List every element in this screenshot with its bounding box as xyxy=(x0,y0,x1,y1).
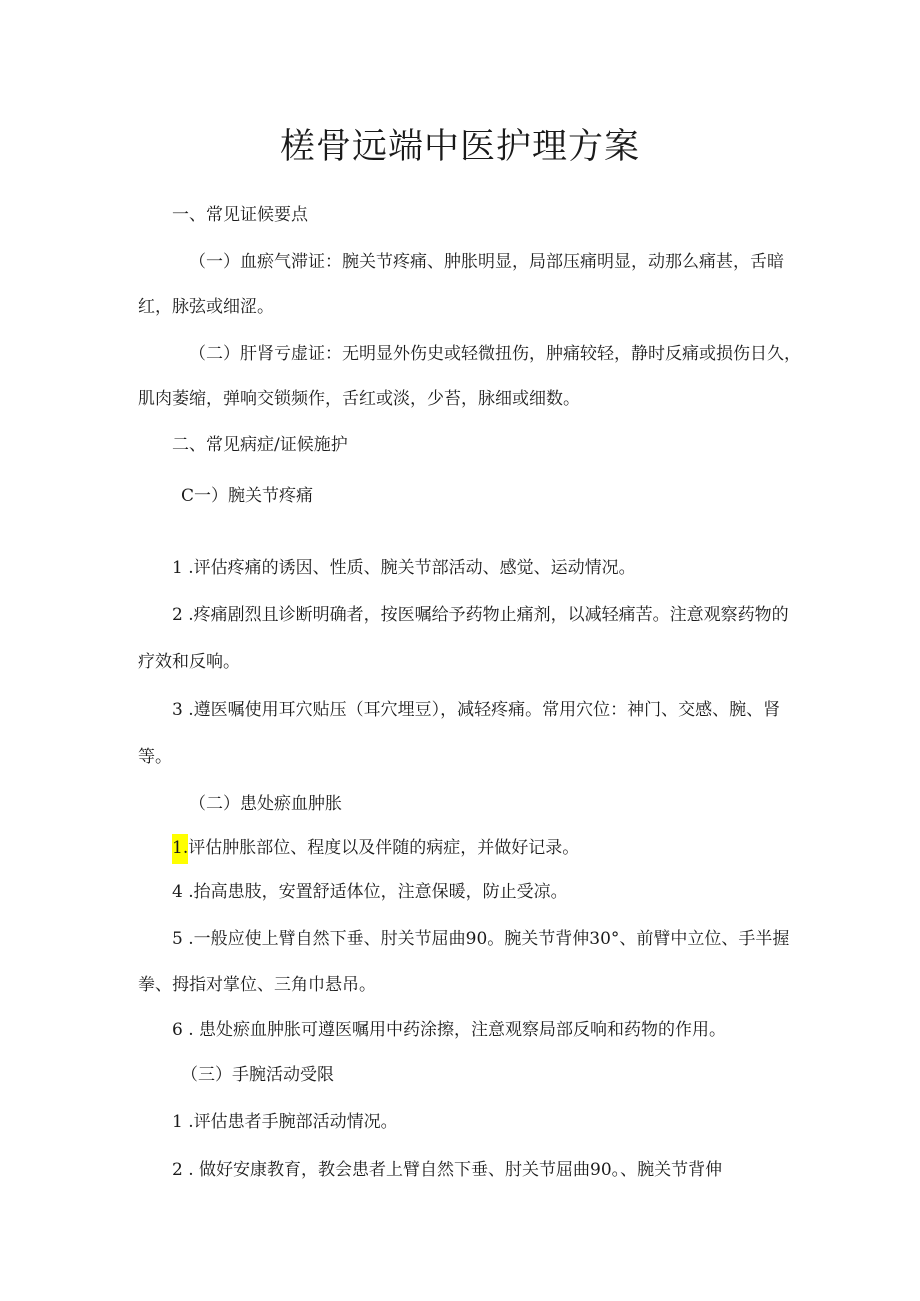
subsection-heading: （二）患处瘀血肿胀 xyxy=(189,794,342,814)
paragraph-line: 等。 xyxy=(138,747,172,767)
document-title: 槎骨远端中医护理方案 xyxy=(279,127,640,167)
list-item: 5 .一般应使上臂自然下垂、肘关节屈曲90。腕关节背伸30°、前臂中立位、手半握 xyxy=(172,929,790,949)
highlighted-number: 1. xyxy=(172,834,188,864)
section-heading-1: 一、常见证候要点 xyxy=(172,205,308,225)
subsection-heading: C一）腕关节疼痛 xyxy=(181,486,314,506)
list-item: 4 .抬高患肢，安置舒适体位，注意保暖，防止受凉。 xyxy=(172,882,568,902)
paragraph-line: （二）肝肾亏虚证：无明显外伤史或轻微扭伤，肿痛较轻，静时反痛或损伤日久， xyxy=(189,344,801,364)
paragraph-line: （一）血瘀气滞证：腕关节疼痛、肿胀明显，局部压痛明显，动那么痛甚，舌暗 xyxy=(189,252,784,272)
paragraph-line: 疗效和反响。 xyxy=(138,652,240,672)
list-item-text: 评估肿胀部位、程度以及伴随的病症，并做好记录。 xyxy=(188,838,580,858)
list-item: 1 .评估疼痛的诱因、性质、腕关节部活动、感觉、运动情况。 xyxy=(172,558,636,578)
list-item: 1 .评估患者手腕部活动情况。 xyxy=(172,1112,398,1132)
paragraph-line: 拳、拇指对掌位、三角巾悬吊。 xyxy=(138,975,376,995)
paragraph-line: 肌肉萎缩，弹响交锁频作，舌红或淡，少苔，脉细或细数。 xyxy=(138,389,580,409)
list-item: 3 .遵医嘱使用耳穴贴压（耳穴埋豆），减轻疼痛。常用穴位：神门、交感、腕、肾 xyxy=(172,700,781,720)
list-item: 6 . 患处瘀血肿胀可遵医嘱用中药涂擦，注意观察局部反响和药物的作用。 xyxy=(172,1020,727,1040)
section-heading-2: 二、常见病症/证候施护 xyxy=(172,435,348,455)
list-item: 2 . 做好安康教育，教会患者上臂自然下垂、肘关节屈曲90。、腕关节背伸 xyxy=(172,1160,723,1180)
paragraph-line: 红，脉弦或细涩。 xyxy=(138,297,274,317)
list-item: 2 .疼痛剧烈且诊断明确者，按医嘱给予药物止痛剂，以减轻痛苦。注意观察药物的 xyxy=(172,605,789,625)
list-item xyxy=(172,836,579,860)
subsection-heading: （三）手腕活动受限 xyxy=(181,1065,334,1085)
